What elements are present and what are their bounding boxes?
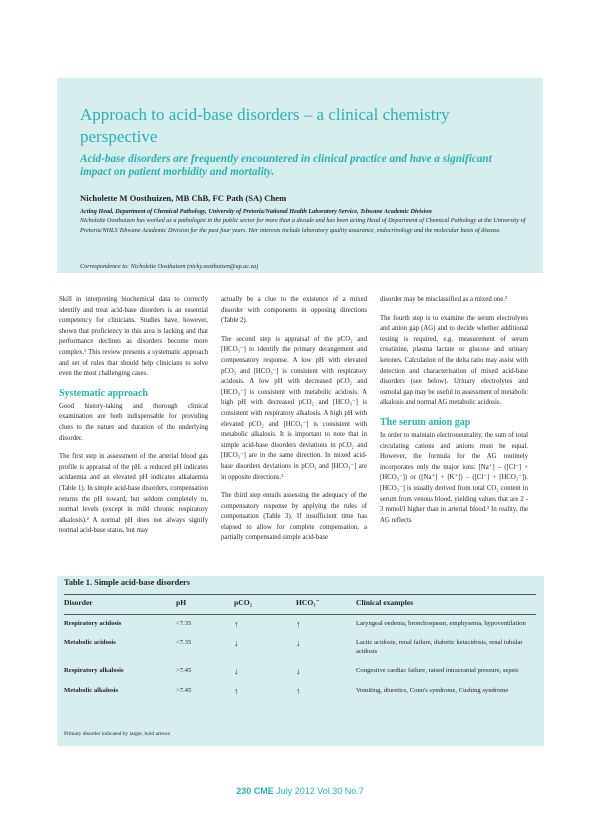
body-column-1 [59, 295, 208, 545]
column-header-hco3: HCO₃⁻ [296, 595, 356, 615]
table-row [64, 614, 536, 634]
table-1-title: Table 1. Simple acid-base disorders [64, 578, 191, 587]
paragraph: disorder may be misclassified as a mixed one.² [380, 296, 507, 303]
correspondence: Correspondence to: Nicholette Oosthuizen (nicky.oosthuizen@up.ac.za) [80, 263, 259, 270]
cell-disorder: Metabolic alkalosis [64, 686, 119, 694]
paragraph: Good history-taking and thorough clinical examination are both indispensable for providing clues to the nature and duration of the underlying disorder. [59, 402, 208, 442]
author-affiliation [80, 207, 526, 235]
section-heading-anion-gap: The serum anion gap [380, 416, 471, 428]
cell-hco3-arrow: ↓ [296, 666, 301, 677]
author-role: Acting Head, Department of Chemical Pathology, University of Pretoria/National Health Laboratory Service, Tshwane Academic Division [80, 208, 432, 215]
section-heading-systematic-approach: Systematic approach [59, 387, 148, 399]
cell-disorder: Metabolic acidosis [64, 639, 116, 647]
column-header-disorder: Disorder [64, 595, 176, 615]
page-footer [225, 786, 375, 796]
paragraph: The first step in assessment of the arterial blood gas profile is appraisal of the pH: a reduced pH indicates acidaemia and an elevated pH indicates alkalaemia (Table 1). In simple acid-base disorders, compensation returns the pH toward, but seldom completely to, normal levels (except in mild chronic respiratory alkalosis).² A normal pH does not always signify normal acid-base status, but may [59, 453, 208, 535]
issue-info: July 2012 Vol.30 No.7 [276, 786, 364, 796]
cell-pco2-arrow: ↓ [234, 638, 239, 649]
article-subtitle: Acid-base disorders are frequently encountered in clinical practice and have a significant impact on patient morbidity and mortality. [80, 153, 492, 178]
table-row [64, 634, 536, 662]
cell-hco3-arrow: ↑ [296, 618, 301, 629]
cell-pco2-arrow: ↑ [234, 618, 239, 629]
cell-examples: Congestive cardiac failure, raised intracranial pressure, sepsis [356, 667, 519, 675]
cell-pco2-arrow: ↓ [234, 666, 239, 677]
cell-hco3-arrow: ↑ [296, 685, 301, 696]
cell-ph: >7.45 [176, 667, 192, 675]
journal-name: CME [253, 786, 274, 796]
body-column-2 [221, 295, 367, 552]
table-1 [64, 594, 536, 702]
cell-hco3-arrow: ↓ [296, 638, 301, 649]
column-header-clinical-examples: Clinical examples [356, 595, 536, 615]
author-bio: Nicholette Oosthuizen has worked as a pathologist in the public sector for more than a decade and has been acting Head of Department of Chemical Pathology at the University of Pretoria/NHLS Tshwane Academic Division for the past four years. Her interests include laboratory quality assurance, endocrinology and the molecular basis of disease. [80, 217, 526, 234]
paragraph: actually be a clue to the existence of a mixed disorder with components in opposing directions (Table 2). [221, 296, 367, 325]
column-header-pco2: pCO₂ [234, 595, 296, 615]
paragraph: The fourth step is to examine the serum electrolytes and anion gap (AG) and to decide whether additional testing is required, e.g. measurement of serum creatinine, plasma lactate or glucose and urinary ketones. Calculation of the delta ratio may assist with detection and characterisation of mixed acid-base disorders (see below). Urinary electrolytes and osmolal gap may be useful in assessment of metabolic alkalosis and normal AG metabolic acidosis. [380, 314, 528, 407]
cell-ph: >7.45 [176, 686, 192, 694]
cell-disorder: Respiratory alkalosis [64, 667, 124, 675]
cell-pco2-arrow: ↑ [234, 685, 239, 696]
column-header-ph: pH [176, 595, 234, 615]
paragraph: The third step entails assessing the adequacy of the compensatory response by applying the rules of compensation (Table 3). If insufficient time has elapsed to allow for complete compensation, a partially compensated simple acid-base [221, 492, 367, 542]
paragraph: The second step is appraisal of the pCO₂ and [HCO₃⁻] to identify the primary derangement and compensatory response. A low pH with elevated pCO₂ and [HCO₃⁻] is consistent with respiratory acidosis. A low pH with decreased pCO₂ and [HCO₃⁻] is consistent with metabolic acidosis. A high pH with decreased pCO₂ and [HCO₃⁻] is consistent with respiratory alkalosis. A high pH with elevated pCO₂ and [HCO₃⁻] is consistent with metabolic alkalosis. It is important to note that in simple acid-base disorders deviations in pCO₂ and [HCO₃⁻] are in the same direction. In mixed acid-base disorders deviations in pCO₂ and [HCO₃⁻] are in opposite directions.² [221, 335, 367, 481]
paragraph: Skill in interpreting biochemical data to correctly identify and treat acid-base disorders is an essential competency for clinicians. Studies have, however, shown that proficiency in this area is lacking and that performance declines as disorders become more complex.¹ This review presents a systematic approach and set of rules that should help clinicians to solve even the most challenging cases. [59, 296, 208, 378]
body-column-3 [380, 295, 528, 534]
cell-disorder: Respiratory acidosis [64, 619, 122, 627]
table-1-footnote: Primary disorder indicated by larger, bold arrows [64, 731, 171, 737]
table-header-row [64, 595, 536, 615]
cell-ph: <7.35 [176, 639, 192, 647]
paragraph: In order to maintain electroneutrality, the sum of total circulating cations and anions must be equal. However, the formula for the AG routinely incorporates only the major ions: [Na⁺] – ([Cl⁻] + [HCO₃⁻]) or ([Na⁺] + [K⁺]) – ([Cl⁻] + [HCO₃⁻]). [HCO₃⁻] is usually derived from total CO₂ content in serum from venous blood, yielding values that are 2 - 3 mmol/l higher than in arterial blood.³ In reality, the AG reflects [380, 431, 528, 524]
cell-examples: Laryngeal oedema, bronchospasm, emphysema, hypoventilation [356, 619, 526, 627]
cell-examples: Vomiting, diuretics, Conn's syndrome, Cushing syndrome [356, 686, 509, 694]
cell-examples: Lactic acidosis, renal failure, diabetic ketacidosis, renal tubular acidosis [356, 639, 523, 655]
article-title: Approach to acid-base disorders – a clinical chemistry perspective [80, 105, 450, 146]
table-row [64, 662, 536, 682]
author-line: Nicholette M Oosthuizen, MB ChB, FC Path (SA) Chem [80, 193, 287, 203]
page-number: 230 [236, 786, 252, 796]
table-row [64, 682, 536, 702]
cell-ph: <7.35 [176, 619, 192, 627]
